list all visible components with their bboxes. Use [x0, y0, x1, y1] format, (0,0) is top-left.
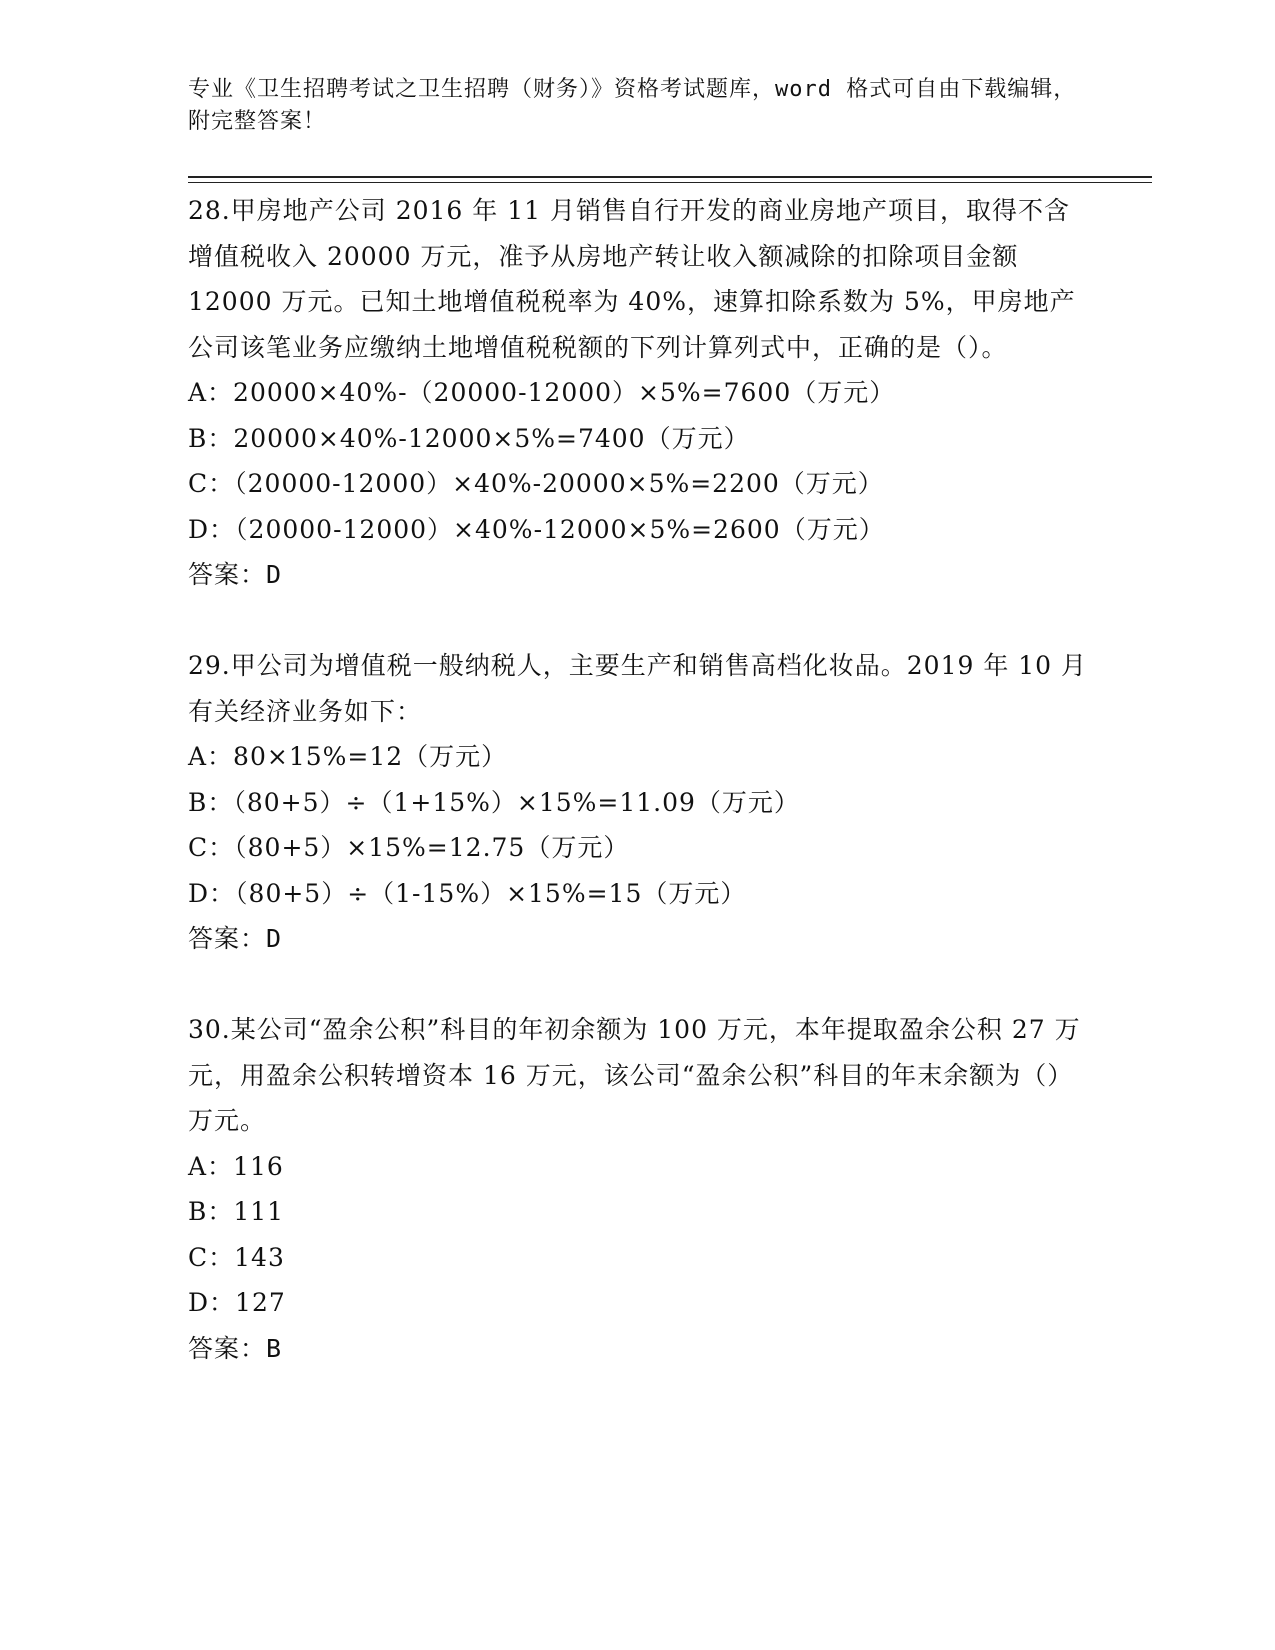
question-29 [188, 643, 1088, 962]
answer-line: 答案：D [188, 924, 283, 953]
option-a: A：116 [188, 1151, 284, 1181]
option-d: D：（20000-12000）×40%-12000×5%=2600（万元） [188, 514, 885, 544]
header-divider-thick [188, 176, 1152, 178]
question-28 [188, 188, 1088, 598]
question-stem: 29.甲公司为增值税一般纳税人，主要生产和销售高档化妆品。2019 年 10 月有关经济业务如下： [188, 651, 1088, 726]
option-c: C：（20000-12000）×40%-20000×5%=2200（万元） [188, 469, 884, 498]
header-divider-thin [188, 182, 1152, 183]
option-d: D：127 [188, 1288, 286, 1317]
option-b: B：111 [188, 1197, 285, 1226]
option-c: C：143 [188, 1242, 285, 1272]
question-stem: 30.某公司“盈余公积”科目的年初余额为 100 万元，本年提取盈余公积 27 万元，用盈余公积转增资本 16 万元，该公司“盈余公积”科目的年末余额为（）万元。 [188, 1015, 1081, 1135]
option-b: B：（80+5）÷（1+15%）×15%=11.09（万元） [188, 787, 800, 817]
option-a: A：20000×40%-（20000-12000）×5%=7600（万元） [188, 378, 896, 407]
question-list [188, 188, 1088, 1371]
document-header: 专业《卫生招聘考试之卫生招聘（财务）》资格考试题库，word 格式可自由下载编辑，附完整答案！ [188, 77, 1077, 134]
option-c: C：（80+5）×15%=12.75（万元） [188, 833, 630, 862]
answer-line: 答案：B [188, 1333, 283, 1363]
question-30 [188, 1007, 1088, 1371]
answer-line: 答案：D [188, 560, 283, 589]
option-b: B：20000×40%-12000×5%=7400（万元） [188, 423, 750, 453]
question-stem: 28.甲房地产公司 2016 年 11 月销售自行开发的商业房地产项目，取得不含增值税收入 20000 万元，准予从房地产转让收入额减除的扣除项目金额 12000 万元。已知土地增值税税率为 40%，速算扣除系数为 5%，甲房地产公司该笔业务应缴纳土地增值税税额的下列计算列式中，正确的是（）。 [188, 196, 1076, 362]
option-d: D：（80+5）÷（1-15%）×15%=15（万元） [188, 878, 747, 908]
option-a: A：80×15%=12（万元） [188, 742, 508, 771]
